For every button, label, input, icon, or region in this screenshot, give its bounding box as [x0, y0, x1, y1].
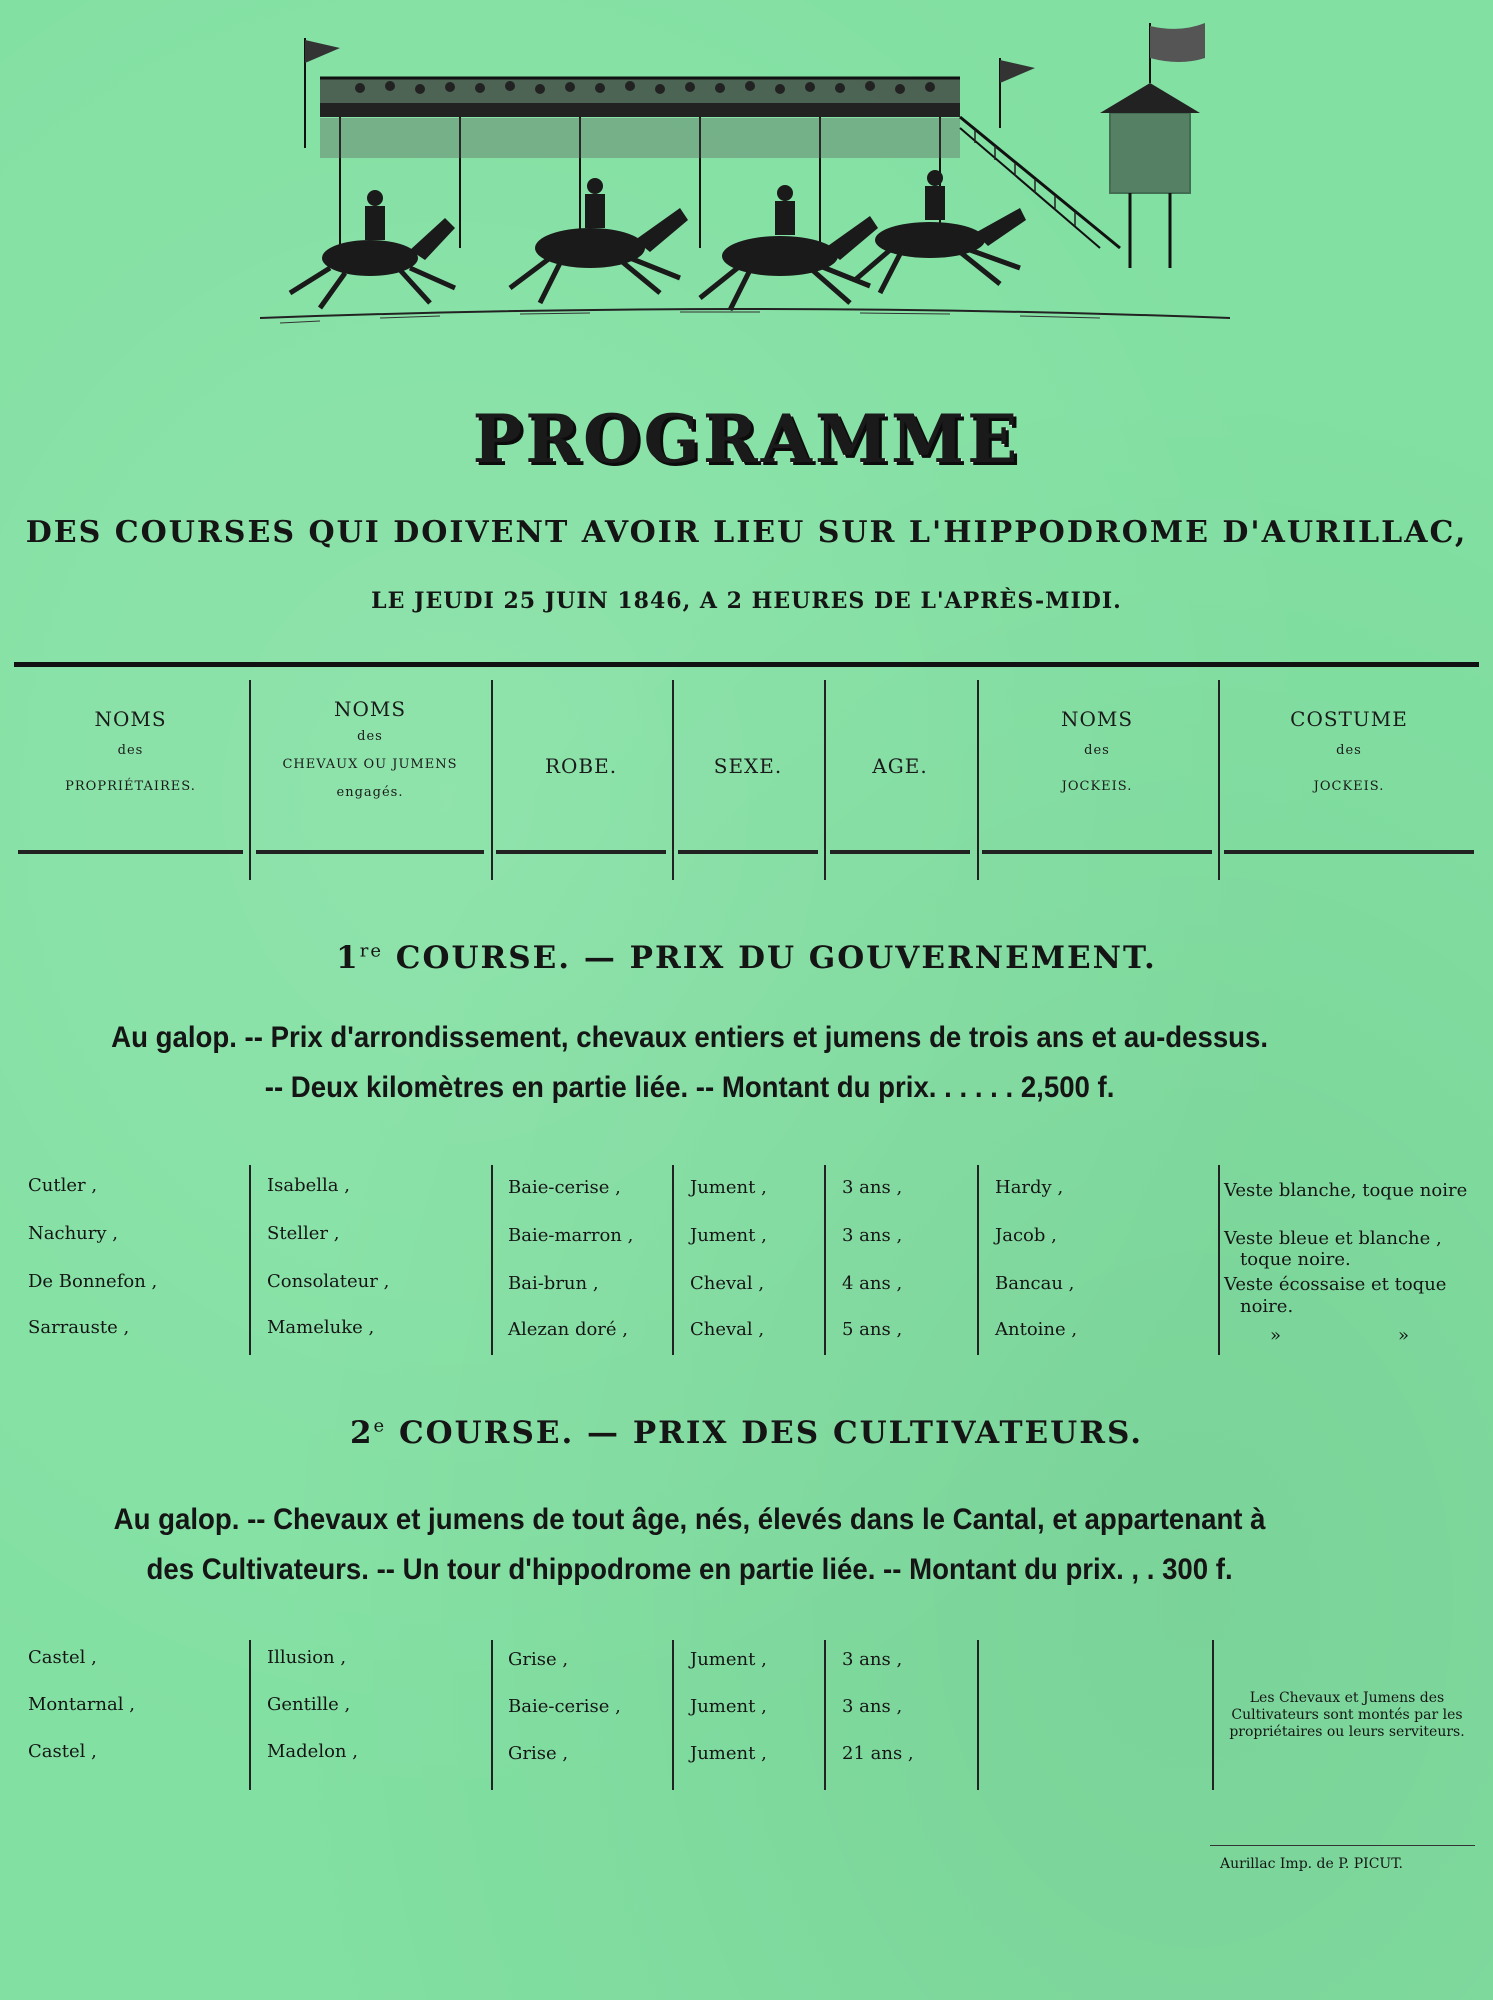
printer-imprint: Aurillac Imp. de P. PICUT.: [1220, 1856, 1403, 1872]
column-divider: [824, 1640, 826, 1790]
header-underline: [678, 850, 818, 854]
sexe-cell: Jument ,: [690, 1696, 767, 1717]
horse-cell: Consolateur ,: [267, 1271, 390, 1292]
header-chevaux: NOMS des CHEVAUX OU JUMENS engagés.: [282, 697, 458, 800]
owner-cell: De Bonnefon ,: [28, 1271, 158, 1292]
sexe-cell: Cheval ,: [690, 1319, 765, 1340]
course-1-title: 1re COURSE. — PRIX DU GOUVERNEMENT.: [336, 940, 1157, 976]
jockey-cell: Hardy ,: [995, 1177, 1064, 1198]
horse-cell: Gentille ,: [267, 1694, 351, 1715]
sexe-cell: Cheval ,: [690, 1273, 765, 1294]
horse-cell: Illusion ,: [267, 1647, 347, 1668]
header-underline: [1224, 850, 1474, 854]
costume-cell: Veste écossaise et toque: [1224, 1274, 1447, 1295]
owner-cell: Cutler ,: [28, 1175, 98, 1196]
robe-cell: Grise ,: [508, 1649, 569, 1670]
robe-cell: Alezan doré ,: [508, 1319, 628, 1340]
page-title: PROGRAMME: [472, 400, 1021, 478]
column-divider: [1218, 1165, 1220, 1355]
owner-cell: Castel ,: [28, 1647, 97, 1668]
jockey-cell: Bancau ,: [995, 1273, 1075, 1294]
owner-cell: Sarrauste ,: [28, 1317, 130, 1338]
sexe-cell: Jument ,: [690, 1177, 767, 1198]
column-divider: [672, 1165, 674, 1355]
course-2-title: 2e COURSE. — PRIX DES CULTIVATEURS.: [349, 1415, 1144, 1451]
sexe-cell: Jument ,: [690, 1649, 767, 1670]
sexe-cell: Jument ,: [690, 1225, 767, 1246]
owner-cell: Nachury ,: [28, 1223, 118, 1244]
horse-cell: Steller ,: [267, 1223, 340, 1244]
column-divider: [672, 1640, 674, 1790]
age-cell: 5 ans ,: [842, 1319, 903, 1340]
column-divider: [491, 680, 493, 880]
column-divider: [824, 1165, 826, 1355]
course-1-description: Au galop. -- Prix d'arrondissement, chevaux entiers et jumens de trois ans et au-dessus. -- Deux kilomètres en partie liée. -- Montant du prix. . . . . . 2,500 f.: [111, 1021, 1269, 1104]
column-divider: [249, 1165, 251, 1355]
robe-cell: Bai-brun ,: [508, 1273, 599, 1294]
owner-cell: Castel ,: [28, 1741, 97, 1762]
header-robe: ROBE.: [544, 754, 618, 778]
header-underline: [18, 850, 243, 854]
jockey-cell: Antoine ,: [995, 1319, 1078, 1340]
column-divider: [672, 680, 674, 880]
horse-cell: Isabella ,: [267, 1175, 350, 1196]
header-age: AGE.: [872, 754, 928, 778]
column-divider: [491, 1165, 493, 1355]
header-underline: [982, 850, 1212, 854]
age-cell: 4 ans ,: [842, 1273, 903, 1294]
column-divider: [977, 1165, 979, 1355]
costume-cell: noire.: [1240, 1296, 1294, 1317]
costume-cell: toque noire.: [1240, 1249, 1351, 1270]
column-divider: [977, 680, 979, 880]
robe-cell: Baie-marron ,: [508, 1225, 634, 1246]
column-divider: [249, 1640, 251, 1790]
costume-cell: Veste blanche, toque noire: [1224, 1180, 1468, 1201]
cultivateurs-note: Les Chevaux et Jumens des Cultivateurs sont montés par les propriétaires ou leurs serviteurs.: [1229, 1690, 1465, 1740]
horse-cell: Mameluke ,: [267, 1317, 375, 1338]
owner-cell: Montarnal ,: [28, 1694, 135, 1715]
header-costume: COSTUME des JOCKEIS.: [1290, 707, 1408, 794]
costume-cell: Veste bleue et blanche ,: [1224, 1228, 1442, 1249]
age-cell: 3 ans ,: [842, 1649, 903, 1670]
column-divider: [249, 680, 251, 880]
footer-rule: [1210, 1845, 1475, 1846]
sexe-cell: Jument ,: [690, 1743, 767, 1764]
course-2-description: Au galop. -- Chevaux et jumens de tout âge, nés, élevés dans le Cantal, et appartenant à des Cultivateurs. -- Un tour d'hippodrome en partie liée. -- Montant du prix. , . 300 f.: [113, 1503, 1266, 1586]
header-underline: [496, 850, 666, 854]
robe-cell: Baie-cerise ,: [508, 1696, 621, 1717]
horse-cell: Madelon ,: [267, 1741, 358, 1762]
column-divider: [977, 1640, 979, 1790]
column-divider: [491, 1640, 493, 1790]
age-cell: 3 ans ,: [842, 1696, 903, 1717]
page-subtitle: DES COURSES QUI DOIVENT AVOIR LIEU SUR L'HIPPODROME D'AURILLAC,: [25, 515, 1468, 550]
header-underline: [256, 850, 484, 854]
header-underline: [830, 850, 970, 854]
horse-race-engraving: [260, 18, 1230, 338]
costume-cell: »: [1270, 1325, 1282, 1346]
header-jockeis: NOMS des JOCKEIS.: [1060, 707, 1134, 794]
header-rule: [14, 662, 1479, 667]
costume-cell: »: [1398, 1325, 1410, 1346]
age-cell: 21 ans ,: [842, 1743, 914, 1764]
column-divider: [1218, 680, 1220, 880]
robe-cell: Grise ,: [508, 1743, 569, 1764]
dateline: LE JEUDI 25 JUIN 1846, A 2 HEURES DE L'APRÈS-MIDI.: [371, 588, 1122, 614]
column-divider: [824, 680, 826, 880]
header-sexe: SEXE.: [713, 754, 783, 778]
age-cell: 3 ans ,: [842, 1177, 903, 1198]
jockey-cell: Jacob ,: [995, 1225, 1057, 1246]
header-proprietaires: NOMS des PROPRIÉTAIRES.: [65, 707, 196, 794]
age-cell: 3 ans ,: [842, 1225, 903, 1246]
robe-cell: Baie-cerise ,: [508, 1177, 621, 1198]
